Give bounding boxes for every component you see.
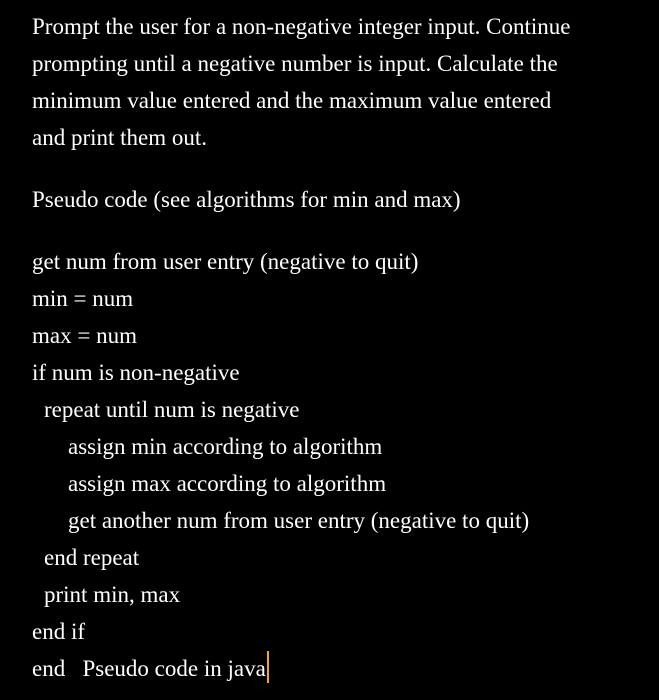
pseudo-code-heading: Pseudo code (see algorithms for min and max) [32,187,461,212]
code-line: repeat until num is negative [44,397,300,422]
code-line: assign max according to algorithm [68,471,387,496]
pseudo-code-block [32,243,642,687]
code-line: get num from user entry (negative to quit) [32,249,419,274]
code-line-last-text: end Pseudo code in java [32,656,266,681]
document-body [32,8,642,687]
code-line: print min, max [44,582,181,607]
problem-line: prompting until a negative number is input. Calculate the [32,51,558,76]
code-line-last[interactable] [32,650,642,687]
problem-line: minimum value entered and the maximum value entered [32,88,552,113]
problem-line: and print them out. [32,125,208,150]
code-line: max = num [32,323,137,348]
problem-line: Prompt the user for a non-negative integer input. Continue [32,14,571,39]
text-cursor [267,651,269,683]
problem-statement [32,8,642,156]
code-line: end if [32,619,86,644]
code-line: min = num [32,286,134,311]
code-line: assign min according to algorithm [68,434,383,459]
code-line: if num is non-negative [32,360,240,385]
code-line: get another num from user entry (negative to quit) [68,508,530,533]
code-line: end repeat [44,545,140,570]
